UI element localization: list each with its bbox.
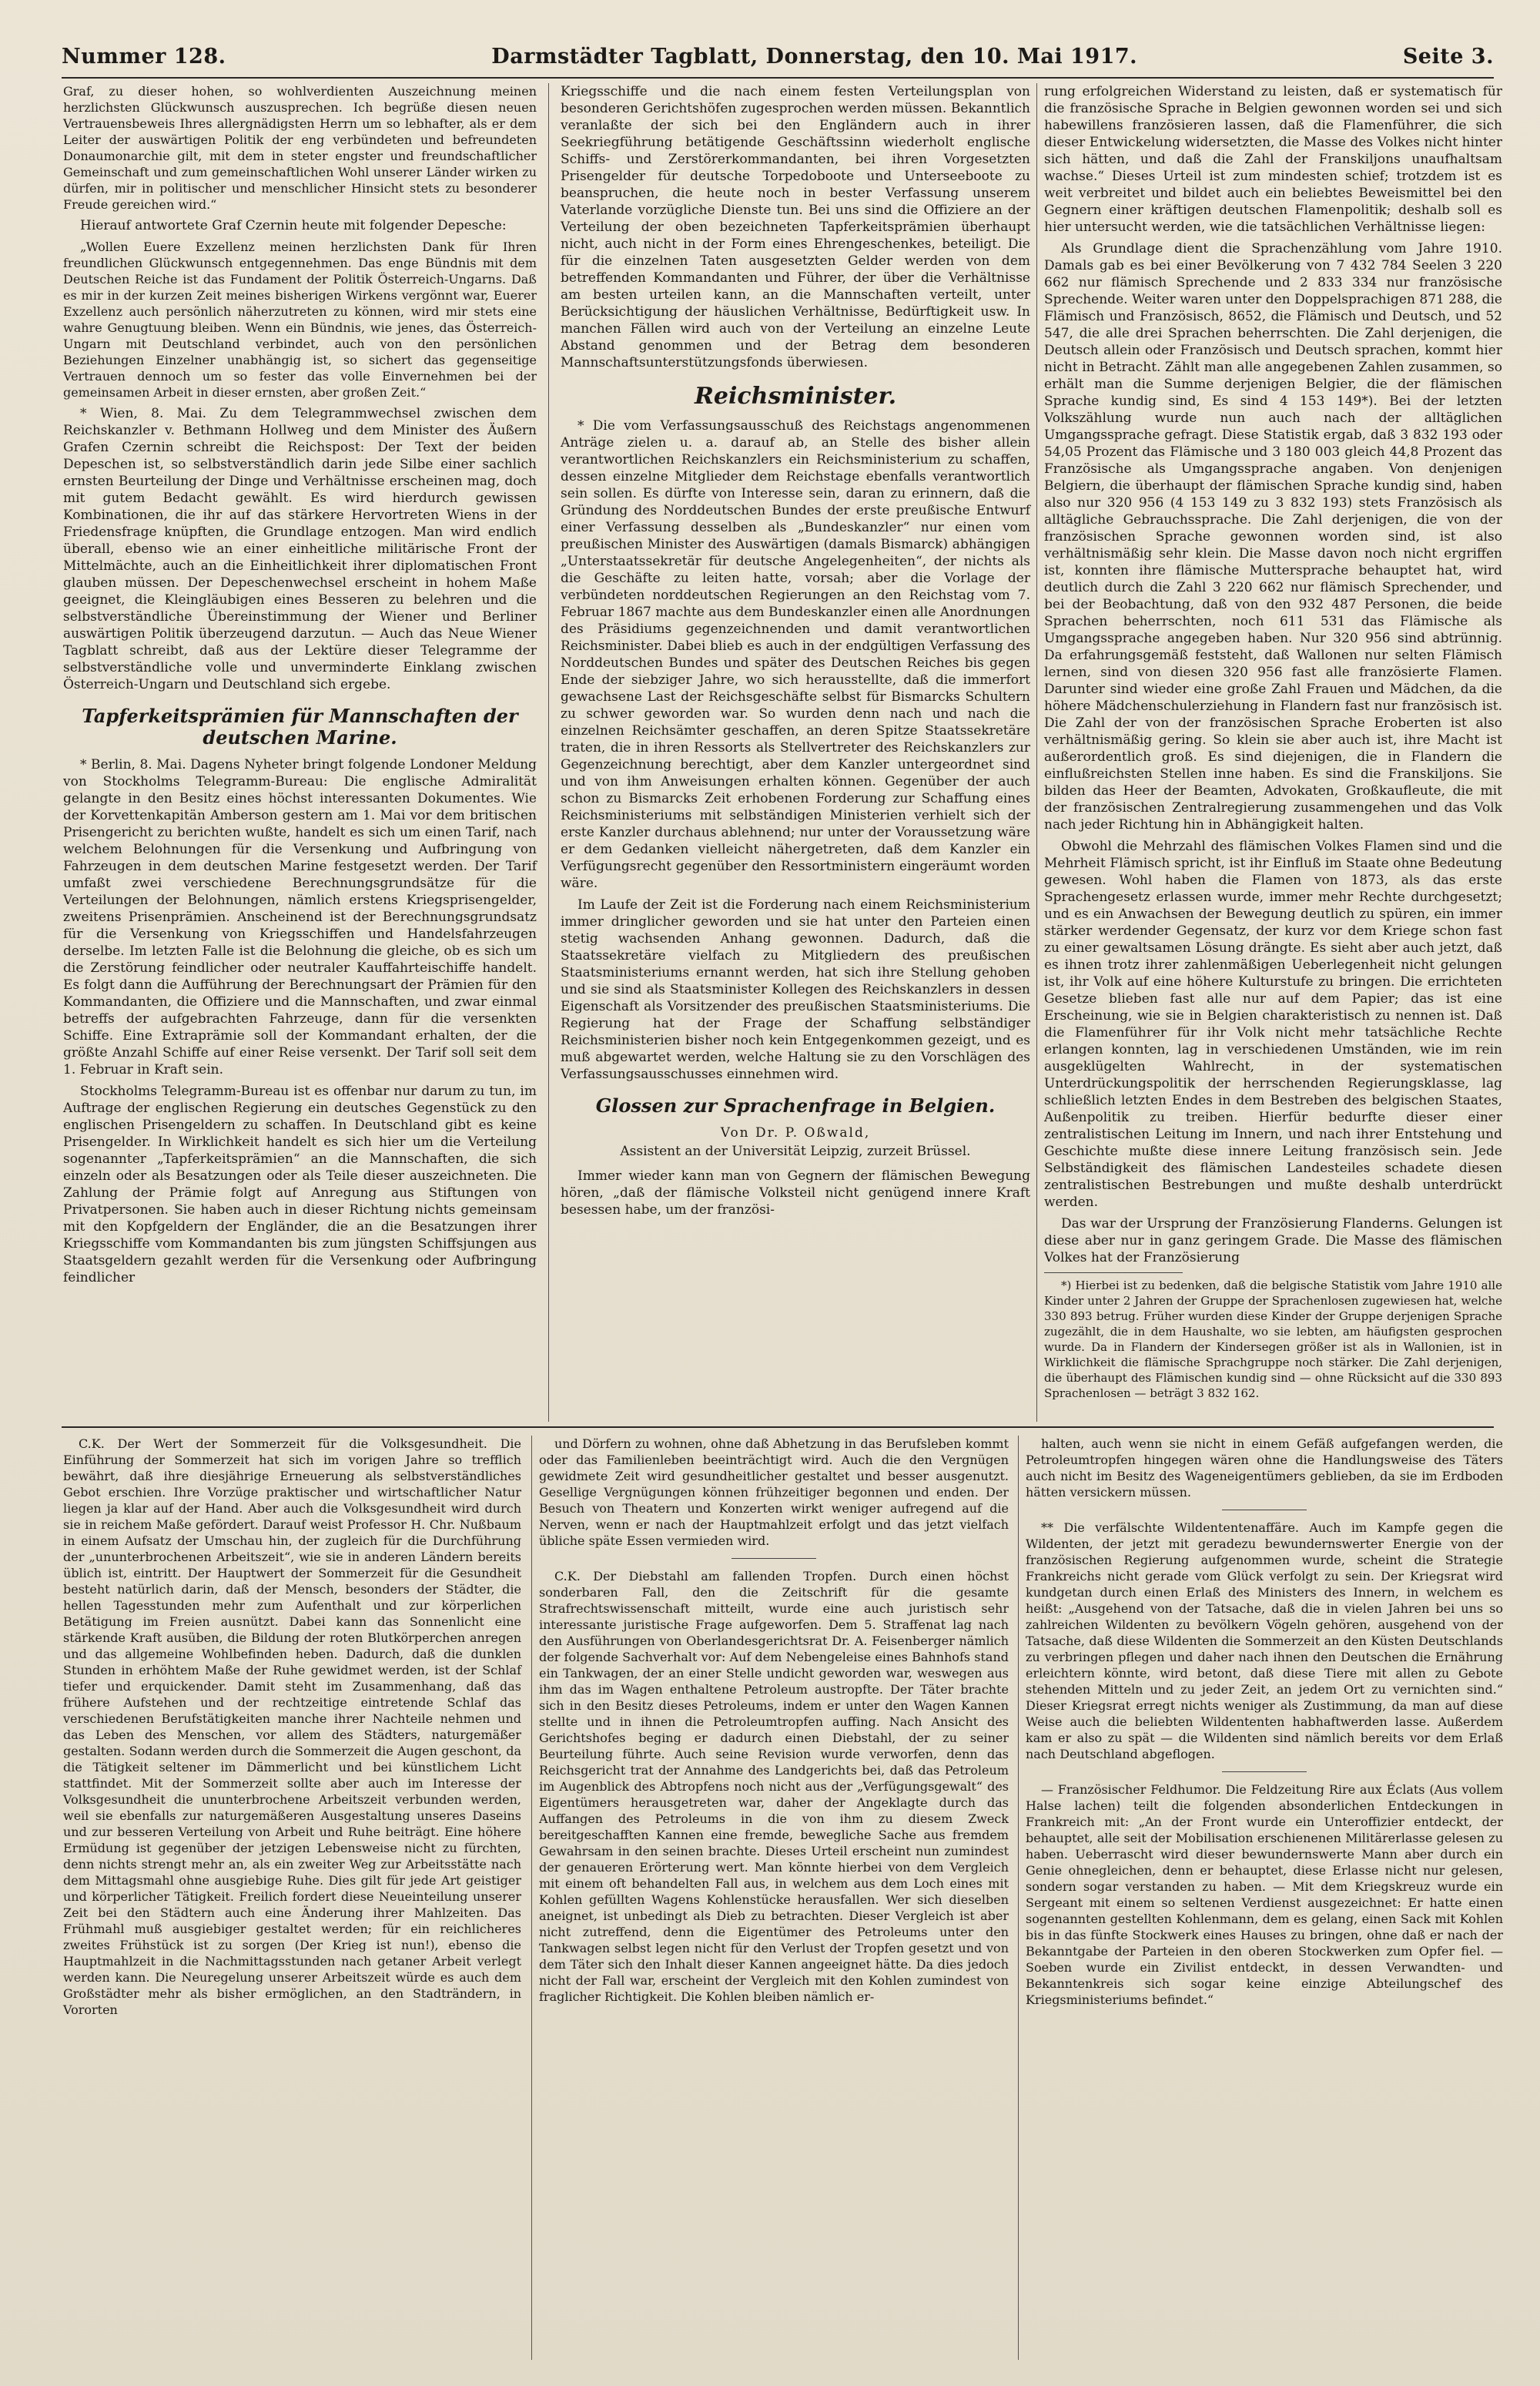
article-paragraph: * Die vom Verfassungsausschuß des Reichstags angenommenen Anträge zielen u. a. darauf ab, an Stelle des bisher allein verantwortlichen Reichskanzlers ein Reichsministerium zu schaffen, dessen einzelne Mitglieder dem Reichstage ebenfalls verantwortlich sein sollen. Es dürfte von Interesse sein, daran zu erinnern, daß die Gründung des Norddeutschen Bundes der erste preußische Entwurf einer Verfassung desselben als „Bundeskanzler“ nur einen vom preußischen Minister des Auswärtigen (damals Bismarck) abhängigen „Unterstaatssekretär für deutsche Angelegenheiten“, der nichts als die Geschäfte zu leiten hatte, vorsah; aber die Vorlage der verbündeten norddeutschen Regierungen an den Reichstag vom 7. Februar 1867 machte aus dem Bundeskanzler einen alle Anordnungen des Präsidiums gegenzeichnenden und damit verantwortlichen Reichsminister. Dabei blieb es auch in der endgültigen Verfassung des Norddeutschen Bundes und später des Deutschen Reiches bis gegen Ende der siebziger Jahre, wo sich herausstellte, daß die immerfort gewachsene Last der Reichsgeschäfte selbst für Bismarcks Schultern zu schwer geworden war. So wurden denn nach und nach die einzelnen Reichsämter geschaffen, an deren Spitze Staatssekretäre traten, die in ihren Ressorts als Stellvertreter des Reichskanzlers zur Gegenzeichnung berechtigt, aber dem Kanzler untergeordnet sind und von ihm Anweisungen erhalten können. Gegenüber der auch schon zu Bismarcks Zeit erhobenen Forderung zur Schaffung eines Reichsministeriums mit selbständigen Ministerien verhielt sich der erste Kanzler durchaus ablehnend; nur unter der Voraussetzung wäre er dem Gedanken vielleicht nähergetreten, daß dem Kanzler ein Verfügungsrecht gegenüber den Ressortministern eingeräumt worden wäre. bbox=[561, 418, 1030, 891]
article-paragraph: Im Laufe der Zeit ist die Forderung nach einem Reichsministerium immer dringlicher geworden und sie hat unter den Parteien einen stetig wachsenden Anhang gewonnen. Dadurch, daß die Staatssekretäre vielfach zu Mitgliedern des preußischen Staatsministeriums ernannt werden, hat sich ihre Stellung gehoben und sie sind als Staatsminister Kollegen des Reichskanzlers in dessen Eigenschaft als Vorsitzender des preußischen Staatsministeriums. Die Regierung hat der Frage der Schaffung selbständiger Reichsministerien bisher noch kein Entgegenkommen gezeigt, und es muß abgewartet werden, welche Haltung sie zu den Vorschlägen des Verfassungsausschusses einnehmen wird. bbox=[561, 897, 1030, 1082]
headline-tapferkeitspraemien: Tapferkeitsprämien für Mannschaften der deutschen Marine. bbox=[82, 705, 518, 749]
column-3 bbox=[1044, 83, 1502, 1406]
lower-column-divider-1 bbox=[531, 1436, 532, 2360]
feuilleton-rule bbox=[62, 1426, 1494, 1428]
column-divider-2 bbox=[1036, 83, 1037, 1422]
article-paragraph: — Französischer Feldhumor. Die Feldzeitung Rire aux Éclats (Aus vollem Halse lachen) teilt die folgenden absonderlichen Entdeckungen in Frankreich mit: „An der Front wurde ein Unteroffizier entdeckt, der behauptet, alle seit der Mobilisation erschienenen Militärerlasse gelesen zu haben. Ueberrascht wird dieser bewundernswerte Mann aber durch ein Genie ohnegleichen, denn er behauptet, diese Erlasse nicht nur gelesen, sondern sogar verstanden zu haben. — Mit dem Kriegskreuz wurde ein Sergeant mit einem so seltenen Verdienst ausgezeichnet: Er hatte einen sogenannten gestellten Kohlenmann, dem es gelang, einen Sack mit Kohlen bis in das fünfte Stockwerk eines Hauses zu bringen, ohne daß er nach der Bekanntgabe der Parteien in den oberen Stockwerken zum Opfer fiel. — Soeben wurde ein Zivilist entdeckt, in dessen Verwandten- und Bekanntenkreis sich sogar keine einzige Abteilungschef des Kriegsministeriums befindet.“ bbox=[1026, 1782, 1503, 2007]
issue-number: Nummer 128. bbox=[62, 45, 226, 69]
lower-column-3 bbox=[1026, 1436, 1503, 2012]
article-paragraph: Als Grundlage dient die Sprachenzählung vom Jahre 1910. Damals gab es bei einer Bevölkerung von 7 432 784 Seelen 3 220 662 nur flämisch Sprechende und 2 833 334 nur französische Sprechende. Weiter waren unter den Doppelsprachigen 871 288, die Flämisch und Französisch, 8652, die Flämisch und Deutsch, und 52 547, die alle drei Sprachen beherrschten. Die Zahl derjenigen, die Deutsch allein oder Französisch und Deutsch sprachen, kommt hier nicht in Betracht. Zählt man alle angegebenen Zahlen zusammen, so erhält man die Summe derjenigen Belgier, die der flämischen Sprache kundig sind, Es sind 4 153 149*). Bei der letzten Volkszählung wurde nun auch nach der alltäglichen Umgangssprache gefragt. Diese Statistik ergab, daß 3 832 193 oder 54,05 Prozent das Flämische und 3 180 003 gleich 44,8 Prozent das Französische als Umgangssprache angaben. Von denjenigen Belgiern, die überhaupt der flämischen Sprache kundig sind, haben also nur 320 956 (4 153 149 zu 3 832 193) stets Französisch als alltägliche Gebrauchssprache. Die Zahl derjenigen, die von der französischen Sprache gewonnen worden sind, ist also verhältnismäßig sehr klein. Die Masse davon noch nicht ergriffen ist, konnten ihre flämische Muttersprache behauptet hat, wird deutlich durch die Zahl 3 220 662 nur flämisch Sprechender, und bei der Beobachtung, daß von den 932 487 Personen, die beide Sprachen beherrschten, noch 611 531 das Flämische als Umgangssprache angegeben haben. Nur 320 956 sind abtrünnig. Da erfahrungsgemäß feststeht, daß Wallonen nur selten Flämisch lernen, sind von diesen 320 956 fast alle französierte Flamen. Darunter sind wieder eine große Zahl Frauen und Mädchen, da die höhere Mädchenschulerziehung in Flandern fast nur französisch ist. Die Zahl der von der französischen Sprache Eroberten ist also verhältnismäßig gering. So klein sie aber auch ist, ihre Macht ist außerordentlich groß. Es sind diejenigen, die in Flandern die einflußreichsten Stellen inne haben. Es sind die Franskiljons. Sie bilden das Heer der Beamten, Advokaten, Großkaufleute, die mit der französischen Zentralregierung zusammengehen und das Volk nach jeder Richtung hin in Abhängigkeit halten. bbox=[1044, 241, 1502, 833]
byline-affiliation: Assistent an der Universität Leipzig, zurzeit Brüssel. bbox=[620, 1144, 971, 1159]
column-1 bbox=[63, 83, 537, 1291]
footnote: *) Hierbei ist zu bedenken, daß die belgische Statistik vom Jahre 1910 alle Kinder unter 2 Jahren der Gruppe der Sprachenlosen zugewiesen hat, welche 330 893 betrug. Früher wurden diese Kinder der Gruppe derjenigen Sprache zugezählt, die in dem Haushalte, wo sie lebten, am häufigsten gesprochen wurde. Da in Flandern der Kindersegen größer ist als in Wallonien, ist in Wirklichkeit die flämische Sprachgruppe noch stärker. Die Zahl derjenigen, die überhaupt des Flämischen kundig sind — ohne Rücksicht auf die 330 893 Sprachenlosen — beträgt 3 832 162. bbox=[1044, 1278, 1502, 1400]
article-paragraph: ** Die verfälschte Wildententenaffäre. Auch im Kampfe gegen die Wildenten, der jetzt mit geradezu bewundernswerter Energie von der französischen Regierung aufgenommen wurde, scheint die Strategie Frankreichs nicht gerade vom Glück verfolgt zu sein. Der Kriegsrat wird kundgetan durch einen Erlaß des Ministers des Innern, in welchem es heißt: „Ausgehend von der Tatsache, daß die in vielen Jahren bei uns so zahlreichen Wildenten zu bevölkern Vögeln gehören, ausgehend von der Tatsache, daß diese Wildenten die Sommerzeit an den Küsten Deutschlands zu verbringen pflegen und daher nach ihnen den Deutschen die Ernährung erleichtern könnte, wird betont, daß diese Tiere mit allen zu Gebote stehenden Mitteln und zu jeder Zeit, an jedem Ort zu vernichten sind.“ Dieser Kriegsrat erregt nichts weniger als Zustimmung, da man auf diese Weise auch die beliebten Wildententen habhaftwerden lasse. Außerdem kam er also zu spät — die Wildenten sind nämlich bereits vor dem Erlaß nach Deutschland abgeflogen. bbox=[1026, 1520, 1503, 1761]
footnote-rule bbox=[1044, 1272, 1183, 1273]
article-paragraph: Immer wieder kann man von Gegnern der flämischen Bewegung hören, „daß der flämische Volksteil nicht genügend innere Kraft besessen habe, um der französi- bbox=[561, 1168, 1030, 1218]
section-rule bbox=[732, 1558, 816, 1559]
article-paragraph: „Wollen Euere Exzellenz meinen herzlichsten Dank für Ihren freundlichen Glückwunsch entgegennehmen. Das enge Bündnis mit dem Deutschen Reiche ist das Fundament der Politik Österreich-Ungarns. Daß es mir in der kurzen Zeit meines bisherigen Wirkens vergönnt war, Euerer Exzellenz auch persönlich näherzutreten zu können, wird mir stets eine wahre Genugtuung bleiben. Wenn ein Bündnis, wie jenes, das Österreich-Ungarn mit Deutschland verbindet, auch von den persönlichen Beziehungen Einzelner unabhängig ist, so sichert das gegenseitige Vertrauen dennoch um so fester das volle Einvernehmen bei der gemeinsamen Arbeit in dieser ernsten, aber großen Zeit.“ bbox=[63, 240, 537, 400]
article-paragraph: Obwohl die Mehrzahl des flämischen Volkes Flamen sind und die Mehrheit Flämisch spricht, ist ihr Einfluß im Staate ohne Bedeutung gewesen. Wohl haben die Flamen von 1873, als das erste Sprachengesetz erlassen wurde, immer mehr Rechte durchgesetzt; und es ein Anwachsen der Bewegung deutlich zu spüren, ein immer stärker werdender Gegensatz, der kurz vor dem Kriege schon fast zu einer gewaltsamen Lösung drängte. Es sieht aber auch jetzt, daß es ihnen trotz ihrer zahlenmäßigen Ueberlegenheit nicht gelungen ist, ihr Volk auf eine höhere Kulturstufe zu bringen. Die errichteten Gesetze blieben fast alle nur auf dem Papier; das ist eine Erscheinung, wie sie in Belgien charakteristisch zu nennen ist. Daß die Flamenführer für ihr Volk nicht mehr tatsächliche Rechte erlangen konnten, lag in verschiedenen Umständen, wie im rein ausgeklügelten Wahlrecht, in der systematischen Unterdrückungspolitik der herrschenden Regierungsklasse, lag schließlich letzten Endes in dem Bestreben des belgischen Staates, Außenpolitik zu treiben. Hierfür bedurfte dieser einer zentralistischen Leitung im Innern, und nach ihrer Entstehung und Geschichte mußte diese innere Leitung französisch sein. Jede Selbständigkeit des flämischen Landesteiles schadete diesen zentralistischen Bestrebungen und mußte deshalb unterdrückt werden. bbox=[1044, 839, 1502, 1210]
column-divider-1 bbox=[548, 83, 549, 1422]
headline-reichsminister: Reichsminister. bbox=[694, 383, 897, 410]
page-number: Seite 3. bbox=[1402, 45, 1494, 69]
article-paragraph: Stockholms Telegramm-Bureau ist es offenbar nur darum zu tun, im Auftrage der englischen Regierung ein deutsches Gegenstück zu den englischen Prisengeldern zu schaffen. In Deutschland gibt es keine Prisengelder. In Wirklichkeit handelt es sich hier um die Verteilung sogenannter „Tapferkeitsprämien“ an die Mannschaften, die sich einzeln oder als Besatzungen oder als Teile dieser auszeichneten. Die Zahlung der Prämie folgt auf Anregung aus Stiftungen von Privatpersonen. Sie haben auch in dieser Richtung nichts gemeinsam mit den Kopfgeldern der Engländer, die an die Besatzungen ihrer Kriegsschiffe vom Kommandanten bis zum jüngsten Schiffsjungen aus Staatsgeldern gezahlt werden für die Versenkung oder Aufbringung feindlicher bbox=[63, 1084, 537, 1285]
lower-column-1 bbox=[63, 1436, 521, 2022]
column-2 bbox=[561, 83, 1030, 1223]
article-paragraph: Kriegsschiffe und die nach einem festen Verteilungsplan von besonderen Gerichtshöfen zugesprochen werden müssen. Bekanntlich veranlaßte der sich bei den Engländern auch in ihrer Seekriegführung betätigende Geschäftssinn wiederholt englische Schiffs- und Zerstörerkommandanten, bei ihren Vorgesetzten Prisengelder für deutsche Torpedoboote und Unterseeboote zu beanspruchen, die heute noch in bester Verfassung unserem Vaterlande vorzügliche Dienste tun. Bei uns sind die Offiziere an der Verteilung der oben bezeichneten Tapferkeitsprämien überhaupt nicht, auch nicht in der Form eines Ehrengeschenkes, beteiligt. Die für die einzelnen Taten ausgesetzten Gelder werden von dem betreffenden Kommandanten und Führer, der über die Verhältnisse am besten urteilen kann, an die Mannschaften verteilt, unter Berücksichtigung der häuslichen Verhältnisse, Bedürftigkeit usw. In manchen Fällen wird auch von der Verteilung an einzelne Leute Abstand genommen und der Betrag dem besonderen Mannschaftsunterstützungsfonds überwiesen. bbox=[561, 84, 1030, 370]
article-paragraph: Das war der Ursprung der Französierung Flanderns. Gelungen ist diese aber nur in ganz geringem Grade. Die Masse des flämischen Volkes hat der Französierung bbox=[1044, 1216, 1502, 1265]
lower-column-divider-2 bbox=[1018, 1436, 1019, 2360]
article-paragraph: halten, auch wenn sie nicht in einem Gefäß aufgefangen werden, die Petroleumtropfen hingegen wären ohne die Handlungsweise des Täters auch nicht im Besitz des Wageneigentümers geblieben, da sie im Erdboden hätten versickern müssen. bbox=[1026, 1436, 1503, 1500]
masthead: Darmstädter Tagblatt, Donnerstag, den 10. Mai 1917. bbox=[491, 45, 1138, 69]
article-paragraph: Graf, zu dieser hohen, so wohlverdienten Auszeichnung meinen herzlichsten Glückwunsch auszusprechen. Ich begrüße diesen neuen Vertrauensbeweis Ihres allergnädigsten Herrn um so lebhafter, als er dem Leiter der auswärtigen Politik der eng verbündeten und befreundeten Donaumonarchie gilt, mit dem in steter engster und freundschaftlicher Gemeinschaft und zum gemeinschaftlichen Wohl unserer Länder wirken zu dürfen, mir in politischer und menschlicher Hinsicht stets zu besonderer Freude gereichen wird.“ bbox=[63, 84, 537, 212]
headline-sprachenfrage: Glossen zur Sprachenfrage in Belgien. bbox=[595, 1094, 996, 1117]
article-paragraph: * Berlin, 8. Mai. Dagens Nyheter bringt folgende Londoner Meldung von Stockholms Telegramm-Bureau: Die englische Admiralität gelangte in den Besitz eines höchst interessanten Dokumentes. Wie der Korvettenkapitän Amberson gestern am 1. Mai vor dem britischen Prisengericht zu berichten wußte, handelt es sich um einen Tarif, nach welchem Belohnungen für die Versenkung und Aufbringung von Fahrzeugen in dem deutschen Marine festgesetzt werden. Der Tarif umfaßt zwei verschiedene Berechnungsgrundsätze für die Verteilungen der Belohnungen, nämlich erstens Kriegsprisengelder, zweitens Prisenprämien. Anscheinend ist der Berechnungsgrundsatz für die Versenkung von Kriegsschiffen und Handelsfahrzeugen derselbe. Im letzten Falle ist die Belohnung die gleiche, ob es sich um die Zerstörung feindlicher oder neutraler Kauffahrteischiffe handelt. Es folgt dann die Aufführung der Berechnungsart der Prämien für den Kommandanten, die Offiziere und die Mannschaften, und zwar einmal betreffs der aufgebrachten Fahrzeuge, dann für die versenkten Schiffe. Eine Extraprämie soll der Kommandant erhalten, der die größte Anzahl Schiffe auf einer Reise versenkt. Der Tarif soll seit dem 1. Februar in Kraft sein. bbox=[63, 757, 537, 1077]
article-paragraph: C.K. Der Diebstahl am fallenden Tropfen. Durch einen höchst sonderbaren Fall, den die Zeitschrift für die gesamte Strafrechtswissenschaft mitteilt, wurde eine auch juristisch sehr interessante juristische Frage aufgeworfen. Dem 5. Straffenat lag nach den Ausführungen von Oberlandesgerichtsrat Dr. A. Feisenberger nämlich der folgende Sachverhalt vor: Auf dem Nebengeleise eines Bahnhofs stand ein Tankwagen, der an einer Stelle undicht geworden war, weswegen aus ihm das im Wagen enthaltene Petroleum austropfte. Der Täter brachte sich in den Besitz dieses Petroleums, indem er unter den Wagen Kannen stellte und in ihnen die Petroleumtropfen auffing. Nach Ansicht des Gerichtshofes beging er dadurch einen Diebstahl, der zu seiner Beurteilung führte. Auch seine Revision wurde verworfen, denn das Reichsgericht trat der Annahme des Landgerichts bei, daß das Petroleum im Augenblick des Abtropfens noch nicht aus der „Verfügungsgewalt“ des Eigentümers herausgetreten war, daher der Angeklagte durch das Auffangen des Petroleums in die von ihm zu diesem Zweck bereitgeschafften Kannen eine fremde, bewegliche Sache aus fremdem Gewahrsam in den seinen brachte. Dieses Urteil erscheint nun zumindest der genaueren Erörterung wert. Man könnte hierbei von dem Vergleich mit einem oft behandelten Fall aus, in welchem aus dem Loch eines mit Kohlen gefüllten Wagens Kohlenstücke herausfallen. Wer sich dieselben aneignet, ist unbedingt als Dieb zu betrachten. Dieser Vergleich ist aber nicht zutreffend, denn die Eigentümer des Petroleums unter den Tankwagen selbst legen nicht für den Verlust der Tropfen gesetzt und von dem Täter sich den Inhalt dieser Kannen angeeignet hätte. Da dies jedoch nicht der Fall war, erscheint der Vergleich mit den Kohlen zumindest von fraglicher Richtigkeit. Die Kohlen bleiben nämlich er- bbox=[539, 1569, 1009, 2004]
article-paragraph: C.K. Der Wert der Sommerzeit für die Volksgesundheit. Die Einführung der Sommerzeit hat sich im vorigen Jahre so trefflich bewährt, daß ihre diesjährige Erneuerung als selbstverständliches Gebot erschien. Ihre Vorzüge praktischer und wirtschaftlicher Natur liegen ja klar auf der Hand. Aber auch die Volksgesundheit wird durch sie in reichem Maße gefördert. Darauf weist Professor H. Chr. Nußbaum in einem Aufsatz der Umschau hin, der zugleich für die Durchführung der „ununterbrochenen Arbeitszeit“, wie sie in anderen Ländern bereits üblich ist, eintritt. Der Hauptwert der Sommerzeit für die Gesundheit besteht natürlich darin, daß der Mensch, besonders der Städter, die hellen Tagesstunden mehr zum Aufenthalt und zur körperlichen Betätigung im Freien ausnützt. Dabei kann das Sonnenlicht eine stärkende Kraft ausüben, die Bildung der roten Blutkörperchen anregen und das allgemeine Wohlbefinden heben. Dadurch, daß die dunklen Stunden in erhöhtem Maße der Ruhe gewidmet werden, ist der Schlaf tiefer und erquickender. Damit steht im Zusammenhang, daß das frühere Aufstehen und der rechtzeitige eintretende Schlaf das verschiedenen Berufstätigkeiten manche ihrer Nachteile nehmen und das Leben des Menschen, vor allem des Städters, naturgemäßer gestalten. Sodann werden durch die Sommerzeit die Augen geschont, da die Tätigkeit seltener im Dämmerlicht und bei künstlichem Licht stattfindet. Mit der Sommerzeit sollte aber auch im Interesse der Volksgesundheit die ununterbrochene Arbeitszeit verbunden werden, weil sie ebenfalls zur naturgemäßeren Ausgestaltung unseres Daseins und zur besseren Verteilung von Arbeit und Ruhe beiträgt. Eine höhere Ermüdung ist gegenüber der jetzigen Lebensweise nicht zu fürchten, denn nichts strengt mehr an, als ein zweiter Weg zur Arbeitsstätte nach dem Mittagsmahl ohne ausgiebige Ruhe. Dies gilt für jede Art geistiger und körperlicher Tätigkeit. Freilich fordert diese Neueinteilung unserer Zeit bei den Städtern auch eine Änderung ihrer Mahlzeiten. Das Frühmahl muß ausgiebiger gestaltet werden; für ein reichlicheres zweites Frühstück ist zu sorgen (Der Krieg ist nun!), ebenso die Hauptmahlzeit in die Nachmittagsstunden nach getaner Arbeit verlegt werden kann. Die Neuregelung unserer Arbeitszeit würde es auch dem Großstädter mehr als bisher ermöglichen, an den Stadträndern, in Vororten bbox=[63, 1436, 521, 2017]
section-rule bbox=[1222, 1771, 1307, 1772]
header-rule bbox=[62, 77, 1494, 79]
page-header bbox=[62, 45, 1494, 79]
article-paragraph: * Wien, 8. Mai. Zu dem Telegrammwechsel zwischen dem Reichskanzler v. Bethmann Hollweg und dem Minister des Äußern Grafen Czernin schreibt die Reichspost: Der Text der beiden Depeschen ist, so selbstverständlich darin jede Silbe einer sachlich ernsten Beurteilung der Dinge und Verhältnisse erscheinen mag, doch mit gutem Bedacht gewählt. Es wird hierdurch gewissen Kombinationen, die ihr auf das stärkere Hervortreten Wiens in der Friedensfrage knüpften, die Grundlage entzogen. Man wird endlich überall, ebenso wie an einer einheitliche militärische Front der Mittelmächte, auch an die Einheitlichkeit ihrer diplomatischen Front glauben müssen. Der Depeschenwechsel erscheint in hohem Maße geeignet, die Kleingläubigen eines Besseren zu belehren und die selbstverständliche Übereinstimmung der Wiener und Berliner auswärtigen Politik überzeugend darzutun. — Auch das Neue Wiener Tagblatt schreibt, daß aus der Lektüre dieser Telegramme der selbstverständliche volle und unverminderte Einklang zwischen Österreich-Ungarn und Deutschland sich ergebe. bbox=[63, 406, 537, 692]
byline-author: Von Dr. P. Oßwald, bbox=[720, 1125, 871, 1141]
article-paragraph: Hierauf antwortete Graf Czernin heute mit folgender Depesche: bbox=[80, 218, 507, 233]
lower-column-2 bbox=[539, 1436, 1009, 2009]
article-paragraph: und Dörfern zu wohnen, ohne daß Abhetzung in das Berufsleben kommt oder das Familienleben beeinträchtigt wird. Auch die den Vergnügen gewidmete Zeit wird gesundheitlicher gestaltet und besser ausgenutzt. Gesellige Vergnügungen können frühzeitiger begonnen und enden. Der Besuch von Theatern und Konzerten wirkt weniger aufregend auf die Nerven, wenn er nach der Hauptmahlzeit erfolgt und das jetzt vielfach übliche späte Essen vermieden wird. bbox=[539, 1436, 1009, 1548]
article-paragraph: rung erfolgreichen Widerstand zu leisten, daß er systematisch für die französische Sprache in Belgien gewonnen worden sei und sich habewillens französieren lassen, daß die Flamenführer, die sich dieser Entwickelung widersetzten, die Masse des Volkes nicht hinter sich hätten, und daß die Zahl der Franskiljons unaufhaltsam wachse.“ Dieses Urteil ist zum mindesten schief; trotzdem ist es weit verbreitet und bildet auch ein beliebtes Beweismittel bei den Gegnern einer kräftigen deutschen Flamenpolitik; deshalb soll es hier untersucht werden, wie die tatsächlichen Verhältnisse liegen: bbox=[1044, 84, 1502, 235]
